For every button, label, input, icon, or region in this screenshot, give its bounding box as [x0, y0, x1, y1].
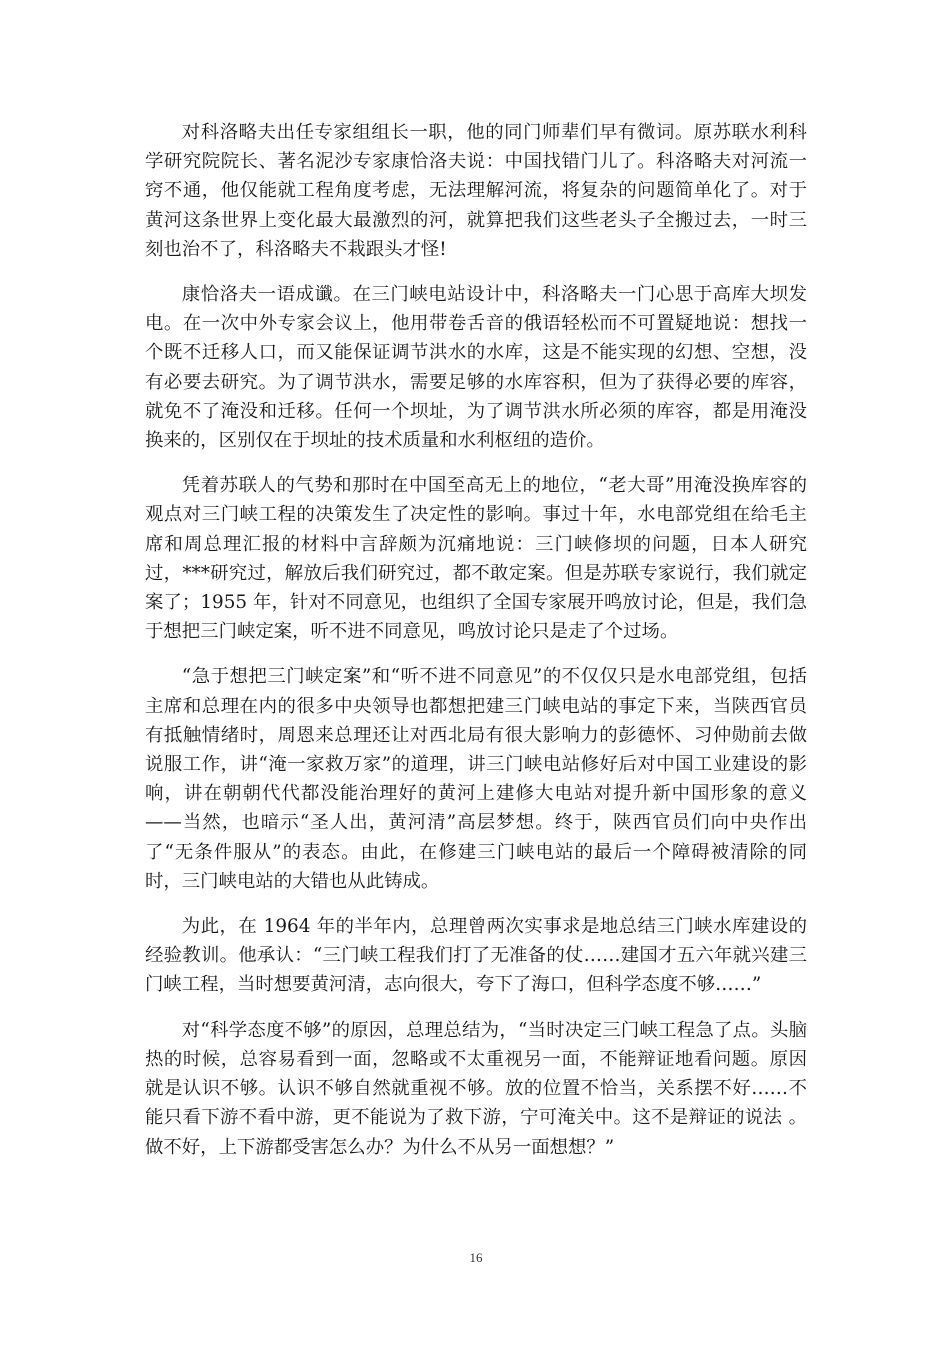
paragraph-2: 康恰洛夫一语成谶。在三门峡电站设计中，科洛略夫一门心思于高库大坝发电。在一次中外专家会议上，他用带卷舌音的俄语轻松而不可置疑地说：想找一个既不迁移人口，而又能保证调节洪水的水库，这是不能实现的幻想、空想，没有必要去研究。为了调节洪水，需要足够的水库容积，但为了获得必要的库容，就免不了淹没和迁移。任何一个坝址，为了调节洪水所必须的库容，都是用淹没换来的，区别仅在于坝址的技术质量和水利枢纽的造价。: [145, 284, 807, 452]
paragraph-4: “急于想把三门峡定案”和“听不进不同意见”的不仅仅只是水电部党组，包括主席和总理在内的很多中央领导也都想把建三门峡电站的事定下来，当陕西官员有抵触情绪时，周恩来总理还让对西北局有很大影响力的彭德怀、习仲勋前去做说服工作，讲“淹一家救万家”的道理，讲三门峡电站修好后对中国工业建设的影响，讲在朝朝代代都没能治理好的黄河上建修大电站对提升新中国形象的意义——当然，也暗示“圣人出，黄河清”高层梦想。终于，陕西官员们向中央作出了“无条件服从”的表态。由此，在修建三门峡电站的最后一个障碍被清除的同时，三门峡电站的大错也从此铸成。: [145, 666, 807, 892]
page-number: 16: [469, 1250, 483, 1265]
paragraph-6: 对“科学态度不够”的原因，总理总结为，“当时决定三门峡工程急了点。头脑热的时候，总容易看到一面，忽略或不太重视另一面，不能辩证地看问题。原因就是认识不够。认识不够自然就重视不够。放的位置不恰当，关系摆不好……不能只看下游不看中游，更不能说为了救下游，宁可淹关中。这不是辩证的说法 。做不好，上下游都受害怎么办？为什么不从另一面想想？”: [145, 1019, 807, 1158]
paragraph-5: 为此，在 1964 年的半年内，总理曾两次实事求是地总结三门峡水库建设的经验教训。他承认：“三门峡工程我们打了无准备的仗……建国才五六年就兴建三门峡工程，当时想要黄河清，志向很大，夸下了海口，但科学态度不够……”: [145, 916, 807, 996]
body-text: [145, 118, 807, 1178]
paragraph-1: 对科洛略夫出任专家组组长一职，他的同门师辈们早有微词。原苏联水利科学研究院院长、著名泥沙专家康恰洛夫说：中国找错门儿了。科洛略夫对河流一窍不通，他仅能就工程角度考虑，无法理解河流，将复杂的问题简单化了。对于黄河这条世界上变化最大最激烈的河，就算把我们这些老头子全搬过去，一时三刻也治不了，科洛略夫不栽跟头才怪!: [145, 122, 807, 260]
paragraph-3: 凭着苏联人的气势和那时在中国至高无上的地位，“老大哥”用淹没换库容的观点对三门峡工程的决策发生了决定性的影响。事过十年，水电部党组在给毛主席和周总理汇报的材料中言辞颇为沉痛地说：三门峡修坝的问题，日本人研究过，***研究过，解放后我们研究过，都不敢定案。但是苏联专家说行，我们就定案了；1955 年，针对不同意见，也组织了全国专家展开鸣放讨论，但是，我们急于想把三门峡定案，听不进不同意见，鸣放讨论只是走了个过场。: [145, 475, 807, 643]
